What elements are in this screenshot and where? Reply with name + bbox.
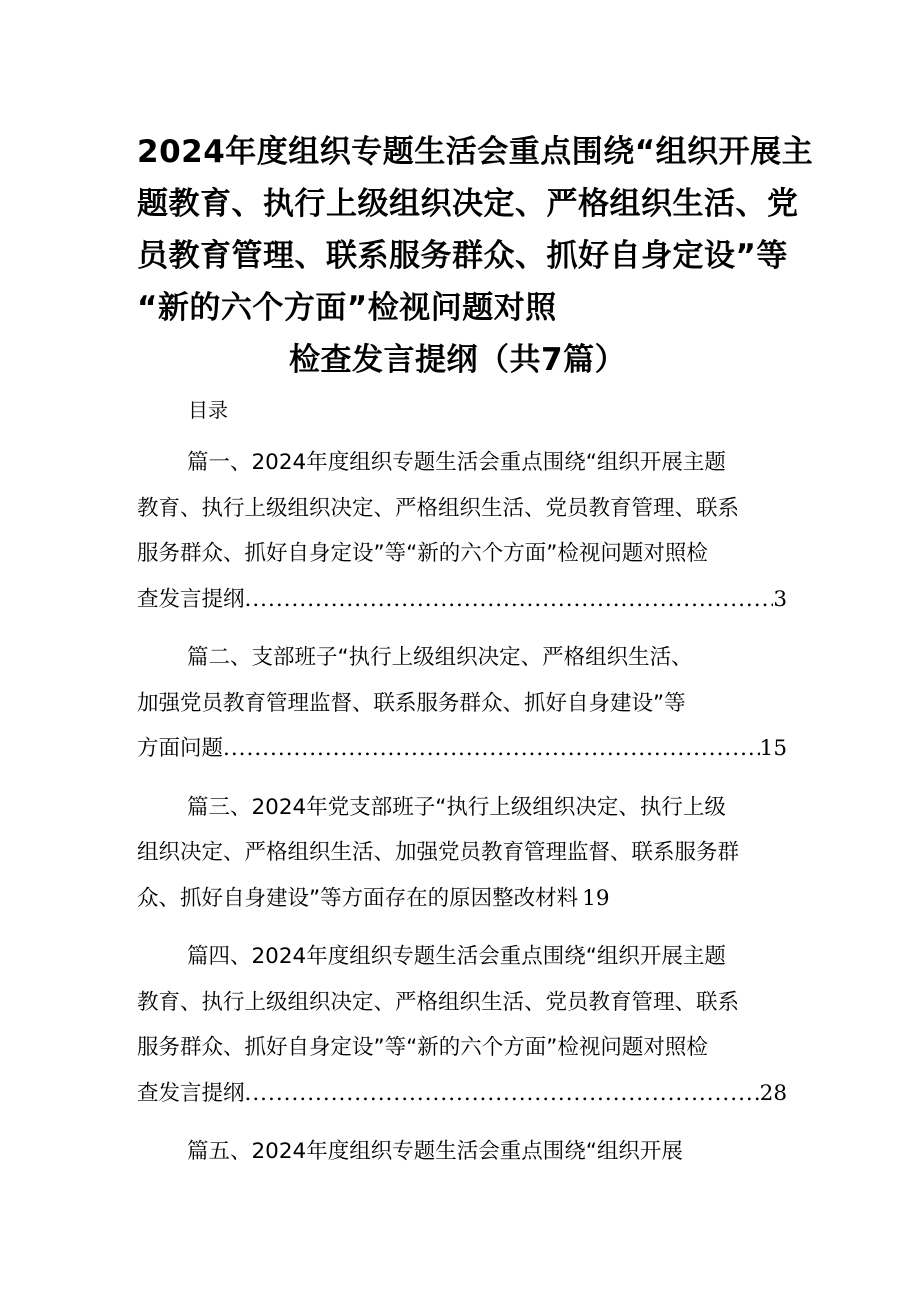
- toc-entry-last-line: [137, 876, 787, 922]
- toc-entry-4[interactable]: [137, 934, 787, 1116]
- toc-entry-line: 篇三、2024年党支部班子“执行上级组织决定、执行上级: [187, 794, 726, 820]
- toc-entry-line: 服务群众、抓好自身定设”等“新的六个方面”检视问题对照检: [137, 1035, 708, 1060]
- page-number: 28: [759, 1080, 787, 1106]
- toc-entry-line: 组织决定、严格组织生活、加强党员教育管理监督、联系服务群: [137, 840, 740, 865]
- toc-entry-text: 方面问题: [137, 736, 224, 761]
- toc-entry-last-line: [137, 577, 787, 623]
- toc-entry-last-line: [137, 1071, 787, 1117]
- dot-leader: [245, 577, 774, 623]
- toc-entry-last-line: [137, 726, 787, 772]
- document-title: [137, 126, 814, 386]
- dot-leader: [245, 1071, 760, 1117]
- toc-entry-line: 篇四、2024年度组织专题生活会重点围绕“组织开展主题: [187, 944, 726, 969]
- title-line-4: “新的六个方面”检视问题对照: [137, 290, 557, 326]
- toc-entry-text: 查发言提纲: [137, 1080, 245, 1106]
- toc-entry-line: 服务群众、抓好自身定设”等“新的六个方面”检视问题对照检: [137, 541, 708, 566]
- toc-entry-text: 众、抓好自身建设”等方面存在的原因整改材料: [137, 885, 579, 911]
- title-line-2: 题教育、执行上级组织决定、严格组织生活、党: [137, 186, 799, 222]
- toc-entry-text: 查发言提纲: [137, 586, 245, 612]
- toc-entry-line: 篇二、支部班子“执行上级组织决定、严格组织生活、: [187, 645, 693, 670]
- toc-heading: 目录: [188, 398, 228, 422]
- toc-entry-line: 教育、执行上级组织决定、严格组织生活、党员教育管理、联系: [137, 495, 740, 521]
- table-of-contents: [137, 440, 787, 1188]
- toc-entry-3[interactable]: [137, 785, 787, 922]
- page-number: 3: [773, 586, 787, 612]
- title-line-3: 员教育管理、联系服务群众、抓好自身定设”等: [137, 238, 788, 274]
- title-line-1: 2024年度组织专题生活会重点围绕“组织开展主: [137, 134, 814, 170]
- toc-entry-1[interactable]: [137, 440, 787, 622]
- toc-entry-line: 篇五、2024年度组织专题生活会重点围绕“组织开展: [187, 1139, 683, 1164]
- page-number: 19: [582, 885, 610, 911]
- page-number: 15: [759, 736, 787, 761]
- title-line-5: 检查发言提纲（共7篇）: [289, 342, 627, 378]
- toc-entry-line: 篇一、2024年度组织专题生活会重点围绕“组织开展主题: [187, 450, 726, 475]
- toc-entry-line: 加强党员教育管理监督、联系服务群众、抓好自身建设”等: [137, 690, 686, 716]
- toc-entry-line: 教育、执行上级组织决定、严格组织生活、党员教育管理、联系: [137, 989, 740, 1015]
- toc-entry-5[interactable]: [137, 1129, 787, 1175]
- dot-leader: [223, 726, 760, 772]
- toc-entry-2[interactable]: [137, 635, 787, 772]
